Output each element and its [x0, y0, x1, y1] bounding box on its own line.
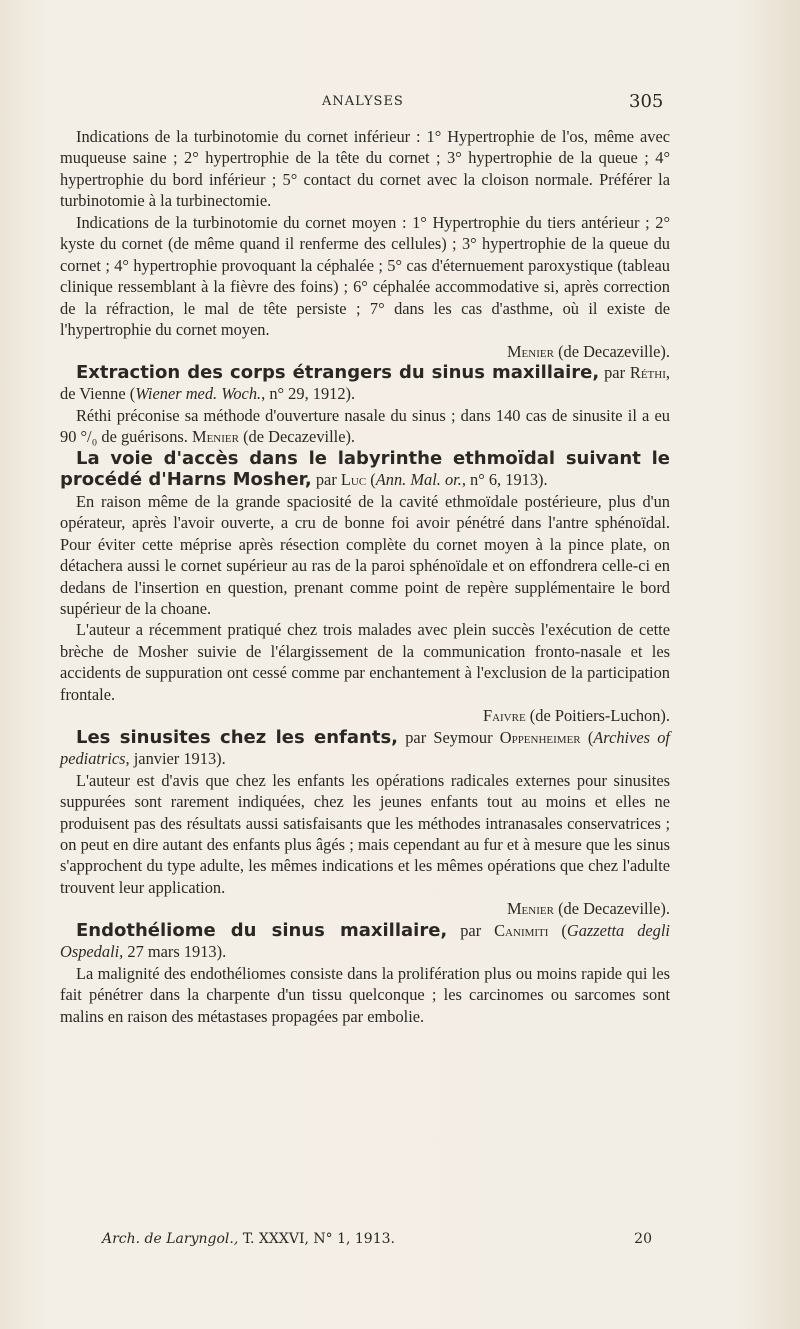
signature-place: (de Decazeville).	[243, 427, 356, 447]
signature-name: Menier	[192, 427, 239, 447]
signature	[60, 705, 670, 726]
running-header	[0, 91, 800, 117]
page-body	[60, 126, 670, 1027]
paragraph: Indications de la turbinotomie du cornet moyen : 1° Hypertrophie du tiers antérieur ; 2° kyste du cornet (de même quand il renferme des cellules) ; 3° hypertrophie de la queue du cornet ; 4° hypertrophie provoquant la céphalée ; 5° cas d'éternuement paroxystique (tableau clinique ressemblant à la fièvre des foins) ; 6° céphalée accommodative si, après correction de la réfraction, le mal de tête persiste ; 7° dans les cas d'asthme, où il existe de l'hypertrophie du cornet moyen.	[60, 212, 670, 340]
signature-name: Faivre	[482, 706, 526, 726]
paragraph	[60, 405, 670, 448]
paragraph-text: Réthi préconise sa méthode d'ouverture nasale du sinus ; dans 140 cas de sinusite il a eu 90 °/₀ de guérisons.	[60, 405, 670, 447]
signature-place: (de Decazeville).	[558, 899, 670, 919]
sheet-number: 20	[634, 1231, 652, 1247]
footer-volume: T. XXXVI, N° 1, 1913.	[242, 1231, 395, 1247]
page-number: 305	[629, 91, 664, 112]
page-footer	[60, 1231, 670, 1247]
ref-post: janvier 1913).	[129, 749, 226, 769]
paragraph: En raison même de la grande spaciosité de la cavité ethmoïdale postérieure, plus d'un opérateur, après l'avoir ouverte, a cru de bonne foi avoir pénétré dans l'antre sphénoïdal. Pour éviter cette méprise après résection complète du cornet moyen à la pince plate, on détachera aussi le cornet supérieur au ras de la paroi sphénoïdale et on effondrera celle-ci en dedans de l'insertion en question, prenant comme point de repère supplémentaire le bord supérieur de la choane.	[60, 491, 670, 618]
ref-post: , n° 6, 1913).	[461, 470, 548, 490]
ref-pre: (	[548, 920, 567, 940]
ref-post: , n° 29, 1912).	[261, 384, 356, 404]
article-by: par	[460, 920, 482, 940]
article-by: par	[604, 362, 626, 382]
journal-name: Gazzetta degli Ospedali,	[60, 920, 670, 962]
article-title: Extraction des corps étrangers du sinus maxillaire,	[76, 361, 600, 383]
signature-name: Menier	[506, 341, 554, 361]
running-title: ANALYSES	[322, 94, 404, 109]
journal-name: Ann. Mal. or.	[375, 470, 462, 490]
ref-post: 27 mars 1913).	[123, 942, 227, 962]
ref-pre: , de Vienne (	[60, 362, 670, 404]
signature-place: (de Poitiers-Luchon).	[529, 706, 670, 726]
article-heading	[60, 448, 670, 491]
article-author: Oppenheimer	[499, 727, 581, 747]
article-by: par	[315, 470, 337, 490]
article-author: Luc	[340, 470, 367, 490]
journal-name: Archives of pediatrics,	[60, 727, 670, 769]
article-author: Canimiti	[494, 920, 549, 940]
paragraph: L'auteur a récemment pratiqué chez trois malades avec plein succès l'exécution de cette brèche de Mosher suivie de l'élargissement de la communication fronto-nasale et les accidents de suppuration ont cessé comme par enchantement à l'exclusion de la participation frontale.	[60, 620, 670, 704]
article-title: La voie d'accès dans le labyrinthe ethmoïdal suivant le procédé d'Harns Mosher,	[60, 447, 670, 491]
article-heading	[60, 362, 670, 405]
signature	[60, 341, 670, 362]
article-author: Réthi	[629, 362, 666, 382]
signature	[60, 898, 670, 919]
paragraph: L'auteur est d'avis que chez les enfants les opérations radicales externes pour sinusites suppurées sont rarement indiquées, chez les jeunes enfants tout au moins et elles ne produisent pas des résultats aussi satisfaisants que les méthodes intranasales conservatrices ; on peut en dire autant des enfants plus âgés ; mais cependant au fur et à mesure que les sinus s'approchent du type adulte, les mêmes indications et les mêmes opérations que chez l'adulte trouvent leur application.	[60, 770, 670, 897]
journal-name: Wiener med. Woch.	[135, 384, 262, 404]
signature-place: (de Decazeville).	[558, 341, 670, 361]
signature-name: Menier	[506, 899, 554, 919]
article-heading	[60, 727, 670, 770]
article-by: par Seymour	[405, 727, 493, 747]
ref-pre: (	[580, 727, 594, 747]
article-heading	[60, 920, 670, 963]
ref-pre: (	[366, 470, 376, 490]
paragraph: La malignité des endothéliomes consiste dans la prolifération plus ou moins rapide qui les fait pénétrer dans la charpente d'un tissu quelconque ; les carcinomes ou sarcomes sont malins en raison des métastases propagées par embolie.	[60, 963, 670, 1026]
footer-journal: Arch. de Laryngol.,	[102, 1231, 239, 1247]
paragraph: Indications de la turbinotomie du cornet inférieur : 1° Hypertrophie de l'os, même avec muqueuse saine ; 2° hypertrophie de la tête du cornet ; 3° hypertrophie de la queue ; 4° hypertrophie du bord inférieur ; 5° contact du cornet avec la cloison normale. Préférer la turbinotomie à la turbinectomie.	[60, 127, 670, 211]
article-title: Endothéliome du sinus maxillaire,	[76, 919, 448, 941]
article-title: Les sinusites chez les enfants,	[76, 726, 399, 748]
